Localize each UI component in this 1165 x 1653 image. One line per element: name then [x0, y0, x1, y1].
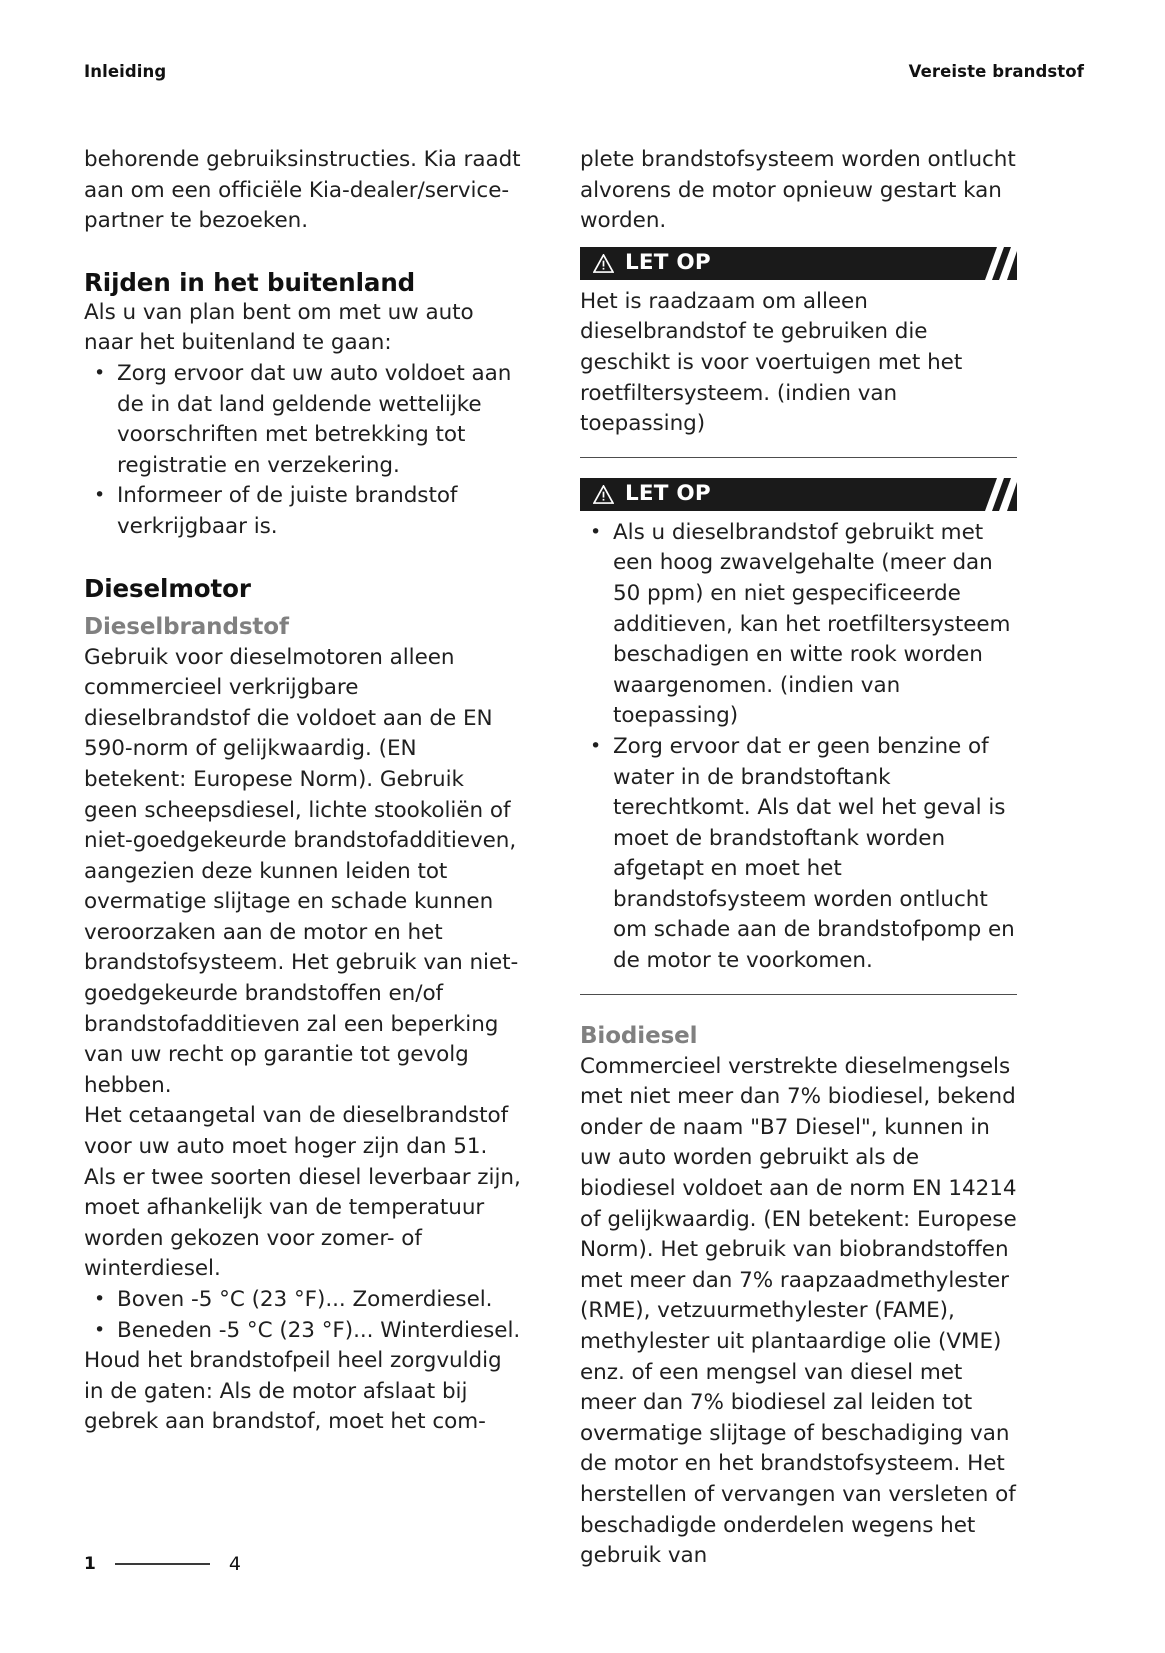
spacer	[84, 237, 521, 267]
left-column	[84, 145, 521, 1572]
running-head-right: Vereiste brandstof	[908, 62, 1084, 81]
warning-triangle-icon	[593, 254, 614, 273]
right-column	[580, 145, 1017, 1572]
list-caution-2	[580, 518, 1017, 977]
list-item: • Boven -5 °C (23 °F)... Zomerdiesel.	[84, 1285, 521, 1316]
paragraph-diesel-2: Het cetaangetal van de dieselbrandstof voor uw auto moet hoger zijn dan 51. Als er twee soorten diesel leverbaar zijn, moet afhankelijk van de temperatuur worden gekozen voor zomer- of winterdiesel.	[84, 1103, 521, 1282]
two-column-body	[84, 145, 1084, 1572]
paragraph-continued-left: behorende gebruiksinstructies. Kia raadt aan om een officiële Kia-dealer/service-partner te bezoeken.	[84, 147, 521, 234]
caution-label: LET OP	[625, 480, 711, 506]
hazard-stripes-icon	[939, 478, 1017, 511]
list-item: • Beneden -5 °C (23 °F)... Winterdiesel.	[84, 1316, 521, 1347]
list-item: • Als u dieselbrandstof gebruikt met een hoog zwavelgehalte (meer dan 50 ppm) en niet gespecificeerde additieven, kan het roetfiltersysteem beschadigen en witte rook worden waargenomen. (indien van toepassing)	[580, 518, 1017, 732]
paragraph-continued-right: plete brandstofsysteem worden ontlucht alvorens de motor opnieuw gestart kan worden.	[580, 147, 1016, 234]
heading-rijden-in-het-buitenland: Rijden in het buitenland	[84, 267, 416, 297]
warning-triangle-icon	[593, 485, 614, 504]
paragraph-diesel-1: Gebruik voor dieselmotoren alleen commercieel verkrijgbare dieselbrandstof die voldoet aan de EN 590-norm of gelijkwaardig. (EN betekent: Europese Norm). Gebruik geen scheepsdiesel, lichte stookoliën of niet-goedgekeurde brandstofadditieven, aangezien deze kunnen leiden tot overmatige slijtage en schade kunnen veroorzaken aan de motor en het brandstofsysteem. Het gebruik van niet-goedgekeurde brandstoffen en/of brandstofadditieven zal een beperking van uw recht op garantie tot gevolg hebben.	[84, 644, 519, 1098]
hazard-stripes-icon	[939, 247, 1017, 280]
subheading-biodiesel: Biodiesel	[580, 1022, 698, 1049]
spacer	[580, 995, 1017, 1021]
spacer	[84, 543, 521, 573]
footer-rule	[115, 1563, 210, 1565]
running-head	[84, 62, 1084, 81]
list-item: • Zorg ervoor dat er geen benzine of water in de brandstoftank terechtkomt. Als dat wel het geval is moet de brandstoftank worden afgetapt en moet het brandstofsysteem worden ontlucht om schade aan de brandstofpomp en de motor te voorkomen.	[580, 732, 1017, 977]
caution-block-2	[580, 478, 1017, 977]
caution-block-1	[580, 247, 1017, 440]
subheading-dieselbrandstof: Dieselbrandstof	[84, 613, 289, 640]
paragraph-biodiesel: Commercieel verstrekte dieselmengsels met niet meer dan 7% biodiesel, bekend onder de naam "B7 Diesel", kunnen in uw auto worden gebruikt als de biodiesel voldoet aan de norm EN 14214 of gelijkwaardig. (EN betekent: Europese Norm). Het gebruik van biobrandstoffen met meer dan 7% raapzaadmethylester (RME), vetzuurmethylester (FAME), methylester uit plantaardige olie (VME) enz. of een mengsel van diesel met meer dan 7% biodiesel zal leiden tot overmatige slijtage of beschadiging van de motor en het brandstofsysteem. Het herstellen of vervangen van versleten of beschadigde onderdelen wegens het gebruik van	[580, 1053, 1017, 1569]
list-buitenland	[84, 359, 521, 543]
spacer	[580, 237, 1017, 245]
page-number: 4	[228, 1553, 241, 1575]
caution-banner	[580, 247, 1017, 280]
chapter-number: 1	[84, 1554, 96, 1574]
caution-body-text: Het is raadzaam om alleen dieselbrandstof te gebruiken die geschikt is voor voertuigen met het roetfiltersysteem. (indien van toepassing)	[580, 288, 963, 437]
spacer	[84, 604, 521, 612]
running-head-left: Inleiding	[84, 62, 167, 81]
section-divider	[580, 457, 1017, 458]
paragraph-buitenland-intro: Als u van plan bent om met uw auto naar het buitenland te gaan:	[84, 299, 474, 356]
page-footer	[84, 1553, 241, 1575]
list-item: • Zorg ervoor dat uw auto voldoet aan de in dat land geldende wettelijke voorschriften met betrekking tot registratie en verzekering.	[84, 359, 521, 481]
heading-dieselmotor: Dieselmotor	[84, 573, 251, 603]
list-item: • Informeer of de juiste brandstof verkrijgbaar is.	[84, 481, 521, 542]
list-temperature-diesel	[84, 1285, 521, 1346]
caution-label: LET OP	[625, 249, 711, 275]
paragraph-diesel-3: Houd het brandstofpeil heel zorgvuldig in de gaten: Als de motor afslaat bij gebrek aan brandstof, moet het com-	[84, 1348, 502, 1435]
caution-banner	[580, 478, 1017, 511]
